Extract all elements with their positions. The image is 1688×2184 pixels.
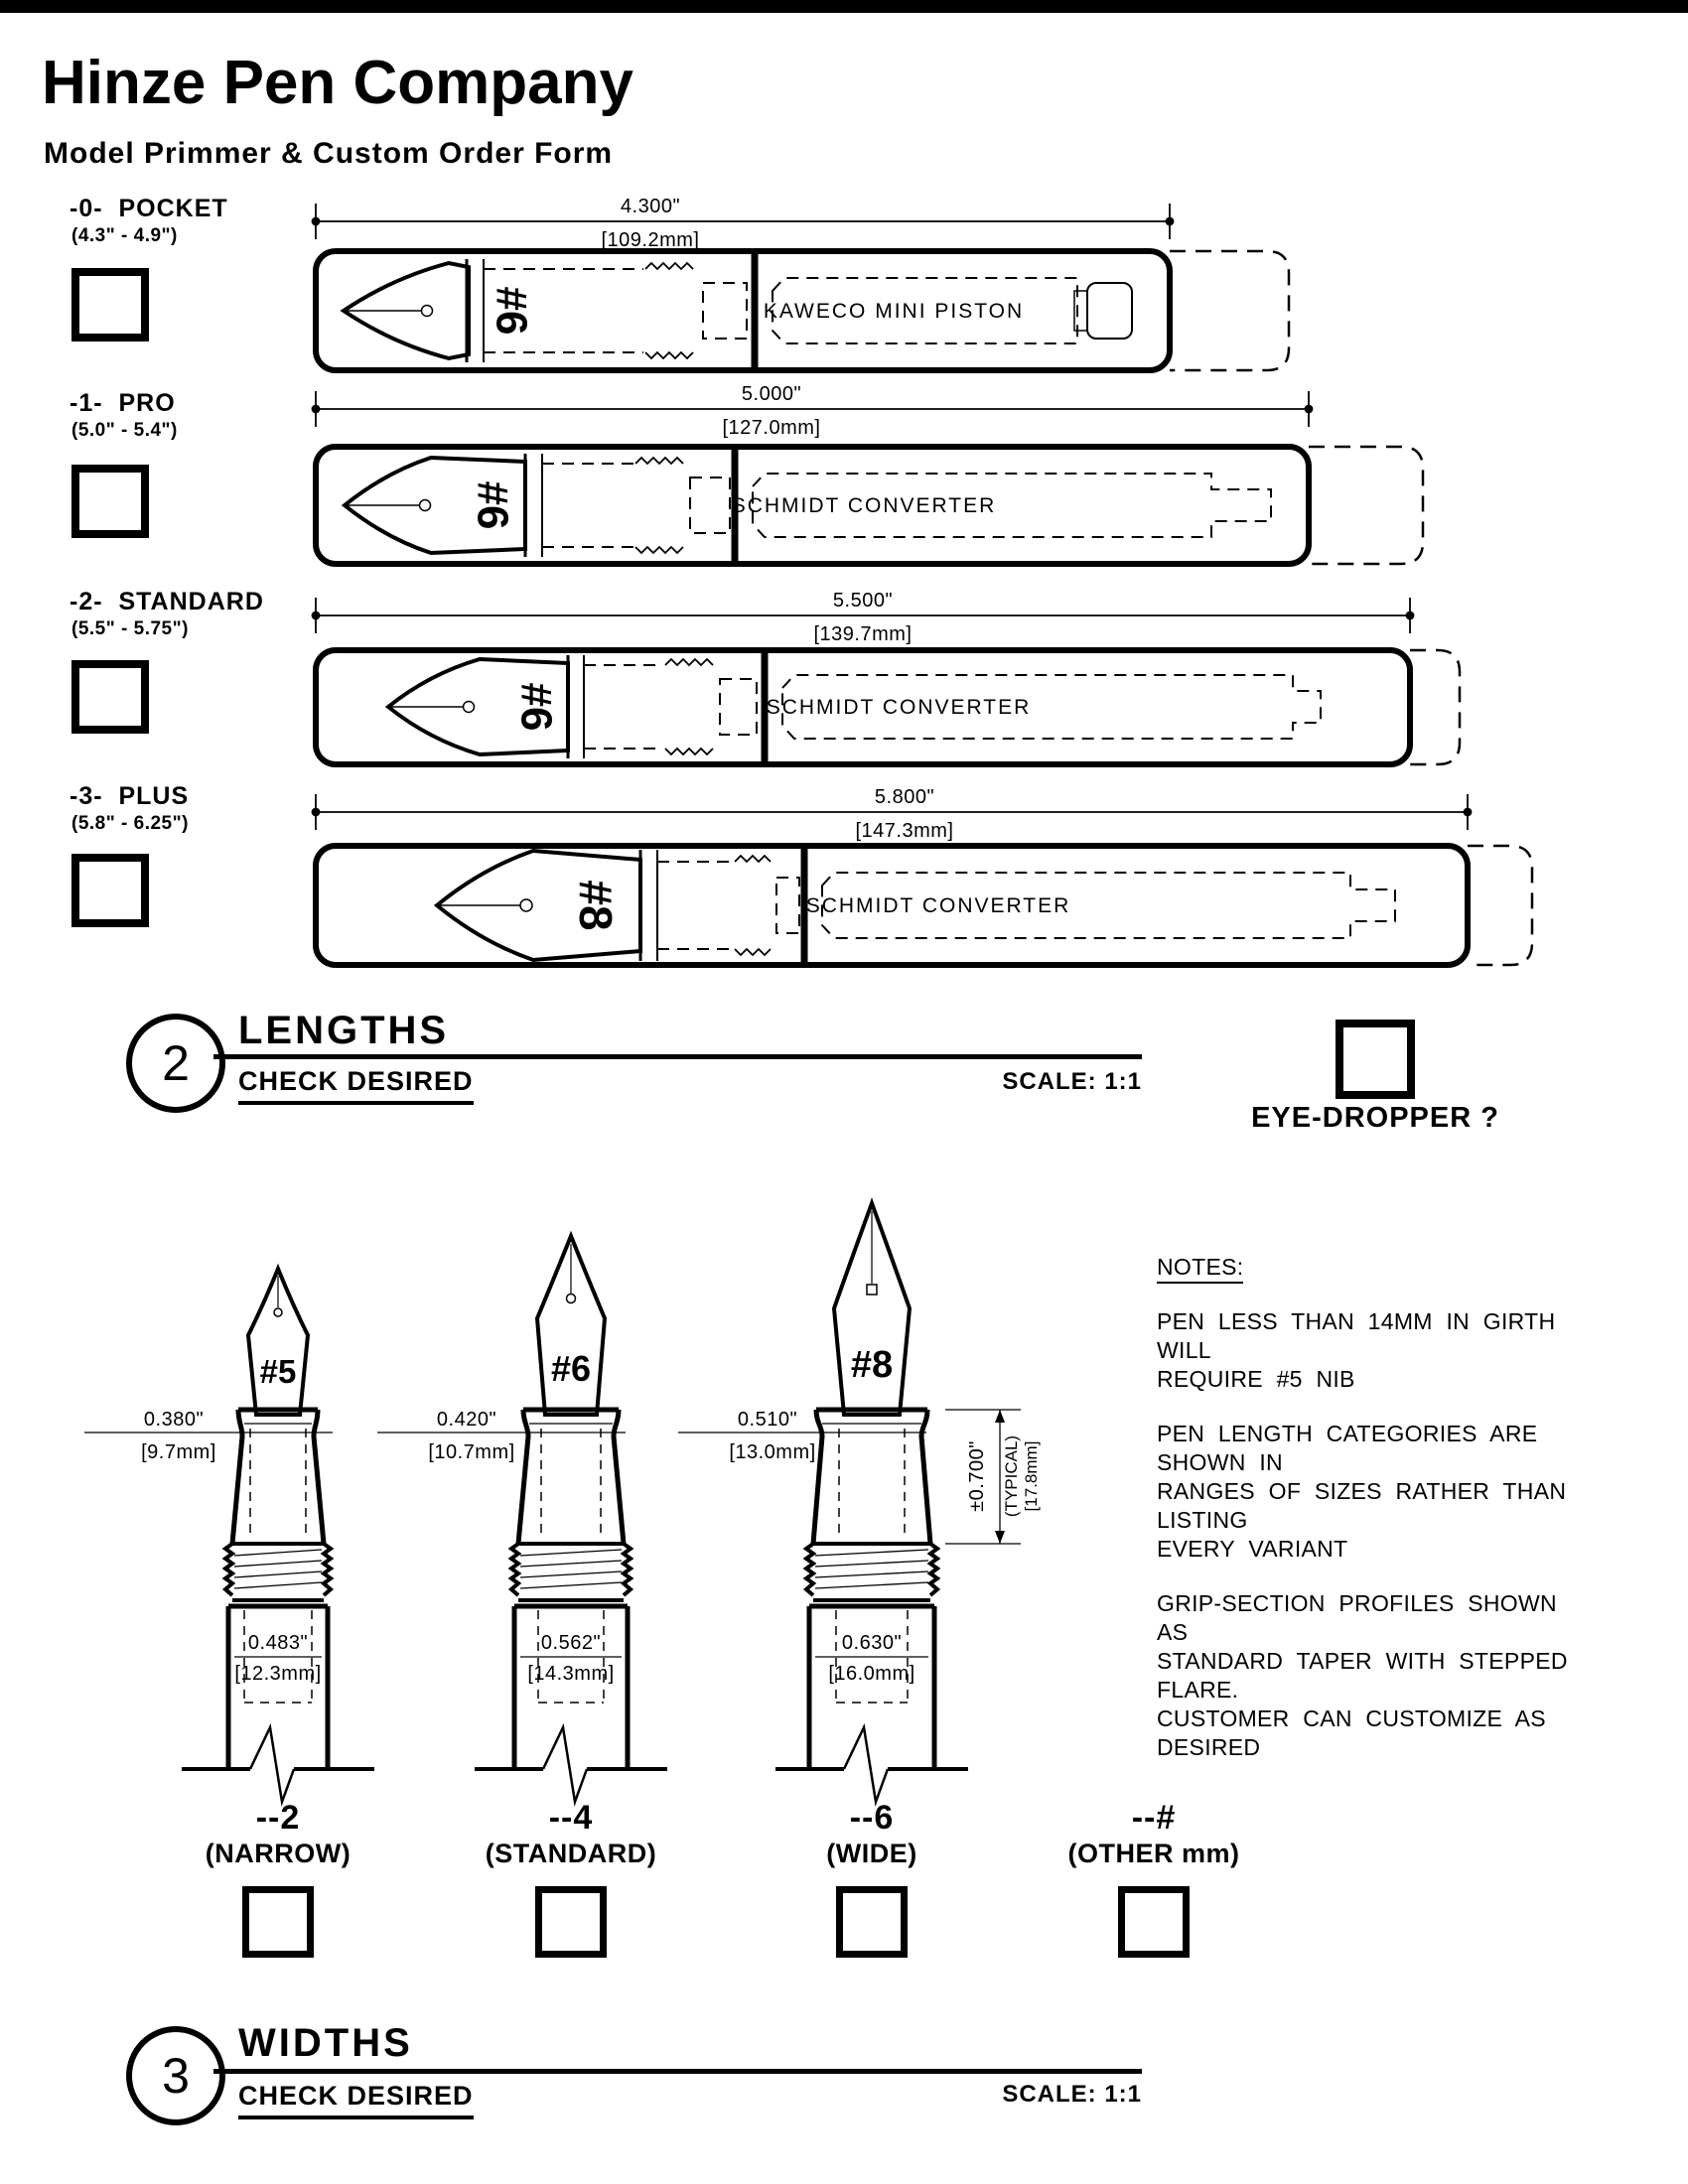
length-range-standard: (5.5" - 5.75") bbox=[71, 618, 189, 639]
typical-height-dimension bbox=[945, 1410, 1041, 1544]
section-dia-in: 0.510" bbox=[737, 1409, 798, 1431]
nib-drawing bbox=[344, 259, 536, 362]
length-label-standard bbox=[70, 588, 264, 616]
section-3-scale: SCALE: 1:1 bbox=[1002, 2081, 1142, 2108]
nib-drawing bbox=[345, 454, 542, 557]
width-checkbox-wide[interactable] bbox=[836, 1886, 908, 1958]
company-title: Hinze Pen Company bbox=[42, 49, 633, 117]
length-code: -2- bbox=[70, 588, 103, 615]
filling-mechanism bbox=[767, 675, 1321, 739]
barrel-dia-in: 0.483" bbox=[247, 1632, 309, 1654]
nib-size-label: #5 bbox=[259, 1353, 297, 1390]
section-3-title: WIDTHS bbox=[238, 2021, 413, 2065]
length-checkbox-standard[interactable] bbox=[71, 660, 149, 734]
section-housing bbox=[657, 862, 799, 949]
barrel-dia-mm: [14.3mm] bbox=[527, 1663, 615, 1685]
barrel bbox=[514, 1606, 628, 1769]
barrel-dia-in: 0.562" bbox=[540, 1632, 602, 1654]
width-code-narrow: --2 bbox=[255, 1799, 301, 1837]
break-line bbox=[475, 1727, 667, 1802]
width-code-other: --# bbox=[1131, 1799, 1177, 1837]
length-range-pocket: (4.3" - 4.9") bbox=[71, 225, 178, 246]
width-code-wide: --6 bbox=[849, 1799, 895, 1837]
nib-size-label: #8 bbox=[850, 1344, 894, 1386]
break-line bbox=[182, 1727, 374, 1802]
length-mm: [147.3mm] bbox=[855, 820, 954, 842]
mechanism-label: SCHMIDT CONVERTER bbox=[766, 696, 1032, 719]
threads bbox=[665, 659, 713, 754]
length-label-pro bbox=[70, 389, 176, 418]
length-inches: 5.000" bbox=[741, 383, 802, 405]
length-checkbox-pro[interactable] bbox=[71, 465, 149, 538]
width-code-standard: --4 bbox=[548, 1799, 594, 1837]
section-2-scale: SCALE: 1:1 bbox=[1002, 1068, 1142, 1095]
nib-drawing-6 bbox=[377, 1236, 667, 1802]
typical-mm: [17.8mm] bbox=[1022, 1440, 1041, 1512]
pen-drawing-pro bbox=[298, 382, 1628, 576]
section-number: 3 bbox=[162, 2048, 190, 2104]
eyedropper-label: EYE-DROPPER ? bbox=[1251, 1102, 1499, 1134]
length-inches: 4.300" bbox=[620, 196, 681, 217]
length-code: -1- bbox=[70, 389, 103, 417]
nib-size-label: #6 bbox=[511, 682, 561, 732]
width-checkbox-standard[interactable] bbox=[535, 1886, 607, 1958]
section-housing bbox=[542, 464, 730, 547]
length-name: STANDARD bbox=[118, 588, 264, 615]
width-checkbox-narrow[interactable] bbox=[242, 1886, 314, 1958]
note-item: PEN LENGTH CATEGORIES ARE SHOWN IN RANGES OF SIZES RATHER THAN LISTING EVERY VARIANT bbox=[1157, 1421, 1567, 1562]
length-inches: 5.500" bbox=[832, 590, 894, 612]
filling-mechanism bbox=[764, 278, 1132, 343]
length-range-pro: (5.0" - 5.4") bbox=[71, 420, 178, 441]
threads bbox=[635, 458, 683, 553]
nib-drawing bbox=[437, 850, 657, 961]
nib-size-label: #6 bbox=[487, 286, 536, 336]
sheet-top-border bbox=[0, 0, 1688, 13]
length-mm: [109.2mm] bbox=[601, 229, 700, 251]
length-code: -0- bbox=[70, 195, 103, 222]
length-name: PLUS bbox=[118, 782, 190, 810]
mechanism-label: KAWECO MINI PISTON bbox=[763, 300, 1025, 323]
section-dia-in: 0.380" bbox=[143, 1409, 205, 1431]
nib-width-drawings bbox=[79, 1186, 1072, 1812]
pen-drawing-plus bbox=[298, 784, 1628, 978]
section-3-rule bbox=[213, 2069, 1142, 2074]
section-housing bbox=[584, 665, 757, 749]
length-range-plus: (5.8" - 6.25") bbox=[71, 813, 189, 834]
dimension-lines bbox=[313, 204, 1174, 239]
section-3-instruction: CHECK DESIRED bbox=[238, 2081, 474, 2119]
length-inches: 5.800" bbox=[874, 786, 935, 808]
nib-size-label: #6 bbox=[550, 1348, 592, 1389]
length-name: PRO bbox=[118, 389, 176, 417]
barrel bbox=[809, 1606, 934, 1769]
section-3-marker bbox=[126, 2026, 225, 2125]
length-mm: [127.0mm] bbox=[722, 417, 821, 439]
pen-drawing-pocket bbox=[298, 189, 1628, 382]
filling-mechanism bbox=[806, 873, 1395, 938]
nib-drawing-5 bbox=[84, 1269, 374, 1802]
barrel-dia-in: 0.630" bbox=[841, 1632, 903, 1654]
section-number: 2 bbox=[162, 1035, 190, 1091]
mechanism-label: SCHMIDT CONVERTER bbox=[731, 494, 997, 517]
length-checkbox-plus[interactable] bbox=[71, 854, 149, 927]
width-name-wide: (WIDE) bbox=[826, 1839, 917, 1868]
length-label-pocket bbox=[70, 195, 228, 223]
section-dia-mm: [13.0mm] bbox=[729, 1441, 816, 1463]
notes-block bbox=[1157, 1253, 1594, 1788]
length-checkbox-pocket[interactable] bbox=[71, 268, 149, 341]
length-mm: [139.7mm] bbox=[813, 623, 913, 645]
threads bbox=[735, 856, 771, 955]
length-code: -3- bbox=[70, 782, 103, 810]
length-label-plus bbox=[70, 782, 189, 811]
notes-title: NOTES: bbox=[1157, 1253, 1243, 1284]
mechanism-label: SCHMIDT CONVERTER bbox=[805, 894, 1071, 917]
filling-mechanism bbox=[732, 474, 1271, 537]
note-item: GRIP-SECTION PROFILES SHOWN AS STANDARD TAPER WITH STEPPED FLARE. CUSTOMER CAN CUSTOMIZE AS DESIRED bbox=[1157, 1590, 1568, 1760]
section-2-rule bbox=[213, 1054, 1142, 1059]
width-name-standard: (STANDARD) bbox=[485, 1839, 657, 1868]
pen-drawing-standard bbox=[298, 591, 1628, 779]
threads bbox=[645, 263, 693, 358]
nib-drawing-8 bbox=[678, 1203, 1041, 1802]
nib-size-label: #8 bbox=[570, 880, 622, 931]
nib-size-label: #6 bbox=[468, 480, 517, 530]
section-dia-mm: [10.7mm] bbox=[428, 1441, 515, 1463]
typical-note: (TYPICAL) bbox=[1002, 1434, 1021, 1518]
typical-value: ±0.700" bbox=[966, 1440, 988, 1512]
length-name: POCKET bbox=[118, 195, 228, 222]
barrel bbox=[228, 1606, 328, 1769]
note-item: PEN LESS THAN 14MM IN GIRTH WILL REQUIRE #5 NIB bbox=[1157, 1308, 1556, 1392]
width-name-other: (OTHER mm) bbox=[1067, 1839, 1240, 1868]
width-checkbox-other[interactable] bbox=[1118, 1886, 1190, 1958]
eyedropper-checkbox[interactable] bbox=[1336, 1020, 1415, 1099]
break-line bbox=[775, 1727, 968, 1802]
section-2-marker bbox=[126, 1014, 225, 1113]
section-2-instruction: CHECK DESIRED bbox=[238, 1066, 474, 1105]
section-dia-mm: [9.7mm] bbox=[141, 1441, 216, 1463]
section-dia-in: 0.420" bbox=[436, 1409, 497, 1431]
width-name-narrow: (NARROW) bbox=[205, 1839, 352, 1868]
nib-drawing bbox=[388, 655, 584, 758]
barrel-dia-mm: [12.3mm] bbox=[234, 1663, 322, 1685]
section-2-title: LENGTHS bbox=[238, 1009, 450, 1052]
barrel-dia-mm: [16.0mm] bbox=[828, 1663, 915, 1685]
form-subtitle: Model Primmer & Custom Order Form bbox=[44, 137, 614, 170]
